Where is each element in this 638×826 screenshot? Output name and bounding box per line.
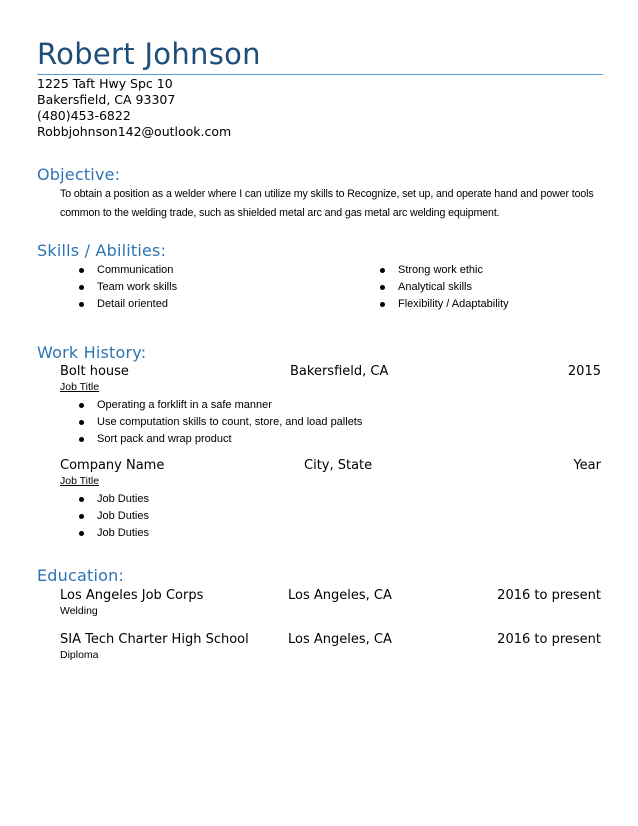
job-company: Company Name <box>60 458 165 473</box>
bullet-icon <box>79 403 84 408</box>
work-history-heading: Work History: <box>37 343 147 362</box>
school-name: Los Angeles Job Corps <box>60 588 204 603</box>
bullet-icon <box>380 302 385 307</box>
skill-item: Detail oriented <box>97 298 168 310</box>
address-line-1: 1225 Taft Hwy Spc 10 <box>37 76 173 91</box>
job-duty: Job Duties <box>97 510 149 522</box>
bullet-icon <box>79 437 84 442</box>
job-title: Job Title <box>60 475 100 487</box>
job-duty: Sort pack and wrap product <box>97 433 232 445</box>
objective-text: To obtain a position as a welder where I can utilize my skills to Recognize, set up, and operate hand and power tools common to the welding trade, such as shielded metal arc and gas metal arc welding equipment. <box>60 188 594 219</box>
skill-item: Team work skills <box>97 281 178 293</box>
skill-item: Strong work ethic <box>398 264 483 276</box>
job-title: Job Title <box>60 381 100 393</box>
email-address: Robbjohnson142@outlook.com <box>37 124 232 139</box>
job-duty: Job Duties <box>97 527 149 539</box>
address-line-2: Bakersfield, CA 93307 <box>37 92 176 107</box>
skills-heading: Skills / Abilities: <box>37 241 167 260</box>
skill-item: Communication <box>97 264 174 276</box>
job-location: Bakersfield, CA <box>290 364 389 379</box>
school-name: SIA Tech Charter High School <box>60 632 249 647</box>
education-heading: Education: <box>37 566 125 585</box>
bullet-icon <box>79 514 84 519</box>
job-location: City, State <box>304 458 373 473</box>
bullet-icon <box>79 268 84 273</box>
bullet-icon <box>380 268 385 273</box>
skill-item: Flexibility / Adaptability <box>398 298 509 310</box>
school-location: Los Angeles, CA <box>288 588 392 603</box>
bullet-icon <box>79 531 84 536</box>
bullet-icon <box>79 285 84 290</box>
objective-heading: Objective: <box>37 165 121 184</box>
school-program: Diploma <box>60 649 99 661</box>
school-location: Los Angeles, CA <box>288 632 392 647</box>
school-program: Welding <box>60 605 98 617</box>
job-year: 2015 <box>567 364 601 379</box>
job-duty: Job Duties <box>97 493 149 505</box>
job-year: Year <box>573 458 601 473</box>
resume-name: Robert Johnson <box>37 37 261 71</box>
job-duty: Operating a forklift in a safe manner <box>97 399 272 411</box>
bullet-icon <box>79 497 84 502</box>
job-company: Bolt house <box>60 364 129 379</box>
bullet-icon <box>380 285 385 290</box>
phone-number: (480)453-6822 <box>37 108 131 123</box>
job-duty: Use computation skills to count, store, and load pallets <box>97 416 363 428</box>
school-dates: 2016 to present <box>497 632 601 647</box>
bullet-icon <box>79 302 84 307</box>
school-dates: 2016 to present <box>497 588 601 603</box>
skill-item: Analytical skills <box>398 281 472 293</box>
header-rule <box>37 74 603 75</box>
bullet-icon <box>79 420 84 425</box>
